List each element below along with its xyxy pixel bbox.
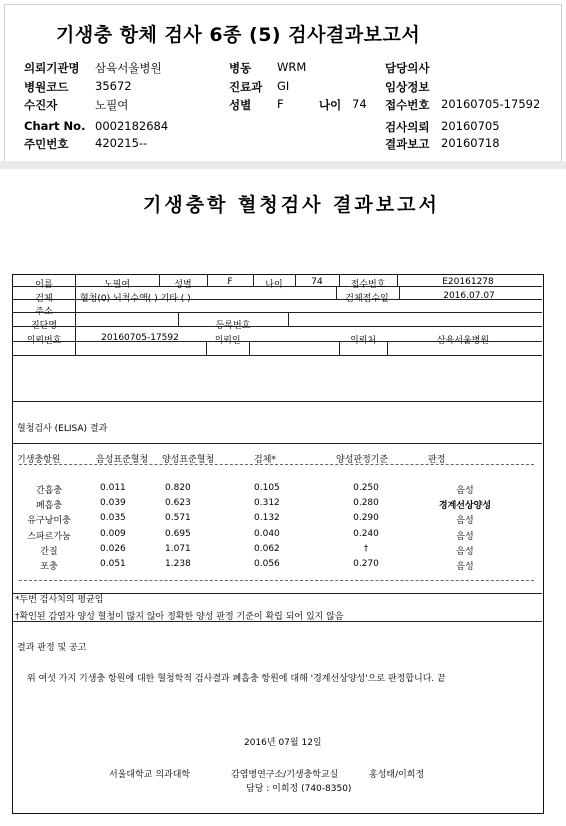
report-main-title: 기생충 항체 검사 6종 (5) 검사결과보고서 (56, 24, 421, 46)
col-header-result: 판정 (428, 455, 446, 465)
request-date-value: 20160705 (441, 119, 500, 133)
elisa-cell-antigen: 유구낭미충 (27, 516, 71, 527)
elisa-cell-pos: 1.238 (165, 559, 191, 569)
dept-value: GI (277, 79, 290, 93)
scanned-report-title: 기생충학 혈청검사 결과보고서 (143, 194, 440, 216)
elisa-cell-sample: 0.062 (254, 543, 280, 554)
age-value: 74 (352, 97, 367, 111)
info-request-no-label: 의뢰번호 (26, 336, 62, 346)
elisa-cell-antigen: 스파르가눔 (27, 531, 71, 542)
chart-no-value: 0002182684 (95, 119, 169, 133)
info-sex-value: F (227, 277, 233, 287)
info-specimen-date-label: 검체접수일 (345, 294, 389, 304)
elisa-cell-sample: 0.040 (254, 528, 280, 539)
elisa-cell-antigen: 폐흡충 (35, 501, 63, 512)
col-header-sample: 검체* (254, 455, 276, 465)
request-date-label: 검사의뢰 (385, 120, 430, 134)
section-divider (0, 161, 566, 169)
elisa-cell-neg: 0.039 (100, 498, 126, 509)
university-name: 서울대학교 의과대학 (109, 770, 191, 780)
resident-no-label: 주민번호 (24, 137, 69, 151)
elisa-cell-cutoff: † (363, 543, 369, 554)
footnote-dagger: †확인된 감염자 양성 혈청이 많지 않아 정확한 양성 판정 기준이 확립 되어 있지 않음 (15, 612, 344, 622)
report-date-value: 20160718 (441, 136, 500, 150)
elisa-cell-pos: 0.623 (165, 498, 191, 509)
info-name-value: 노필여 (103, 280, 131, 290)
receipt-no-label: 접수번호 (385, 98, 430, 112)
elisa-cell-pos: 0.571 (165, 513, 191, 524)
elisa-cell-neg: 0.035 (100, 513, 126, 524)
elisa-cell-result: 음성 (456, 531, 474, 542)
patient-value: 노필여 (95, 98, 129, 112)
info-sex-label: 성별 (174, 280, 192, 290)
info-specimen-value: 혈청(0) 뇌척수액( ) 기타 ( ) (80, 294, 191, 304)
ward-value: WRM (277, 60, 307, 74)
requesting-org-label: 의뢰기관명 (24, 61, 80, 75)
department-name: 감염병연구소/기생충학교실 (231, 770, 339, 780)
elisa-cell-neg: 0.051 (100, 559, 126, 569)
elisa-cell-cutoff: 0.280 (353, 498, 379, 509)
elisa-cell-sample: 0.056 (254, 559, 280, 569)
elisa-cell-pos: 0.695 (165, 528, 191, 539)
info-requester-org-value: 삼육서울병원 (436, 336, 490, 346)
col-header-positive: 양성표준혈청 (162, 455, 215, 465)
elisa-cell-cutoff: 0.290 (353, 513, 379, 524)
elisa-cell-cutoff: 0.270 (353, 559, 379, 569)
elisa-cell-neg: 0.011 (100, 483, 126, 493)
info-age-label: 나이 (265, 280, 283, 290)
elisa-cell-neg: 0.026 (100, 543, 126, 554)
elisa-cell-result: 음성 (456, 562, 474, 572)
elisa-cell-antigen: 간흡충 (35, 486, 63, 496)
sex-value: F (277, 97, 284, 111)
info-address-label: 주소 (35, 307, 53, 317)
patient-label: 수진자 (24, 98, 58, 112)
report-date-label: 결과보고 (385, 137, 430, 151)
conclusion-title: 결과 판정 및 공고 (17, 643, 87, 653)
dept-label: 진료과 (229, 80, 263, 94)
resident-no-value: 420215-- (95, 136, 148, 150)
elisa-cell-sample: 0.132 (254, 513, 280, 524)
info-requester-label: 의뢰인 (214, 336, 241, 346)
conclusion-text: 위 여섯 가지 기생충 항원에 대한 혈청학적 검사결과 폐흡충 항원에 대해 '경계선상양성'으로 판정합니다. 끝 (27, 674, 446, 684)
contact-info: 담당 : 이희정 (740-8350) (246, 784, 352, 794)
elisa-cell-antigen: 포충 (40, 562, 58, 572)
elisa-cell-sample: 0.312 (254, 498, 280, 509)
hospital-code-value: 35672 (95, 79, 132, 93)
info-diagnosis-label: 진단명 (30, 321, 58, 331)
info-requester-org-label: 의뢰처 (349, 336, 377, 346)
info-request-no-value: 20160705-17592 (101, 333, 179, 343)
clinical-info-label: 임상정보 (385, 80, 430, 94)
requesting-org-value: 삼육서울병원 (95, 61, 162, 75)
doctor-label: 담당의사 (385, 61, 430, 75)
report-date: 2016년 07월 12일 (244, 738, 322, 748)
elisa-section-title: 혈청검사 (ELISA) 결과 (17, 424, 108, 434)
col-header-negative: 음성표준혈청 (96, 455, 149, 465)
footnote-average: *두번 검사치의 평균임 (15, 595, 104, 605)
elisa-cell-pos: 1.071 (165, 543, 191, 554)
ward-label: 병동 (229, 61, 252, 75)
elisa-cell-sample: 0.105 (254, 483, 280, 493)
sex-label: 성별 (229, 98, 252, 112)
info-reg-no-label: 등록번호 (215, 321, 251, 331)
info-receipt-value: E20161278 (442, 277, 494, 287)
info-name-label: 이름 (35, 280, 53, 290)
elisa-cell-result: 음성 (456, 546, 474, 557)
elisa-cell-antigen: 간질 (40, 546, 58, 557)
elisa-cell-result: 음성 (456, 486, 474, 496)
info-age-value: 74 (311, 277, 323, 287)
elisa-cell-pos: 0.820 (165, 483, 191, 493)
elisa-cell-result: 경계선상양성 (438, 501, 492, 512)
col-header-cutoff: 양성판정기준 (336, 455, 389, 465)
info-specimen-label: 검체 (35, 294, 53, 304)
elisa-cell-cutoff: 0.240 (353, 528, 379, 539)
signer-names: 홍성태/이희정 (369, 770, 425, 780)
hospital-code-label: 병원코드 (24, 80, 69, 94)
info-receipt-label: 접수번호 (350, 280, 386, 290)
elisa-cell-neg: 0.009 (100, 528, 126, 539)
receipt-no-value: 20160705-17592 (441, 97, 541, 111)
age-label: 나이 (319, 98, 342, 112)
elisa-cell-result: 음성 (456, 516, 474, 527)
info-specimen-date-value: 2016.07.07 (443, 291, 495, 301)
col-header-antigen: 기생충항원 (17, 455, 61, 465)
elisa-cell-cutoff: 0.250 (353, 483, 379, 493)
chart-no-label: Chart No. (24, 119, 86, 133)
